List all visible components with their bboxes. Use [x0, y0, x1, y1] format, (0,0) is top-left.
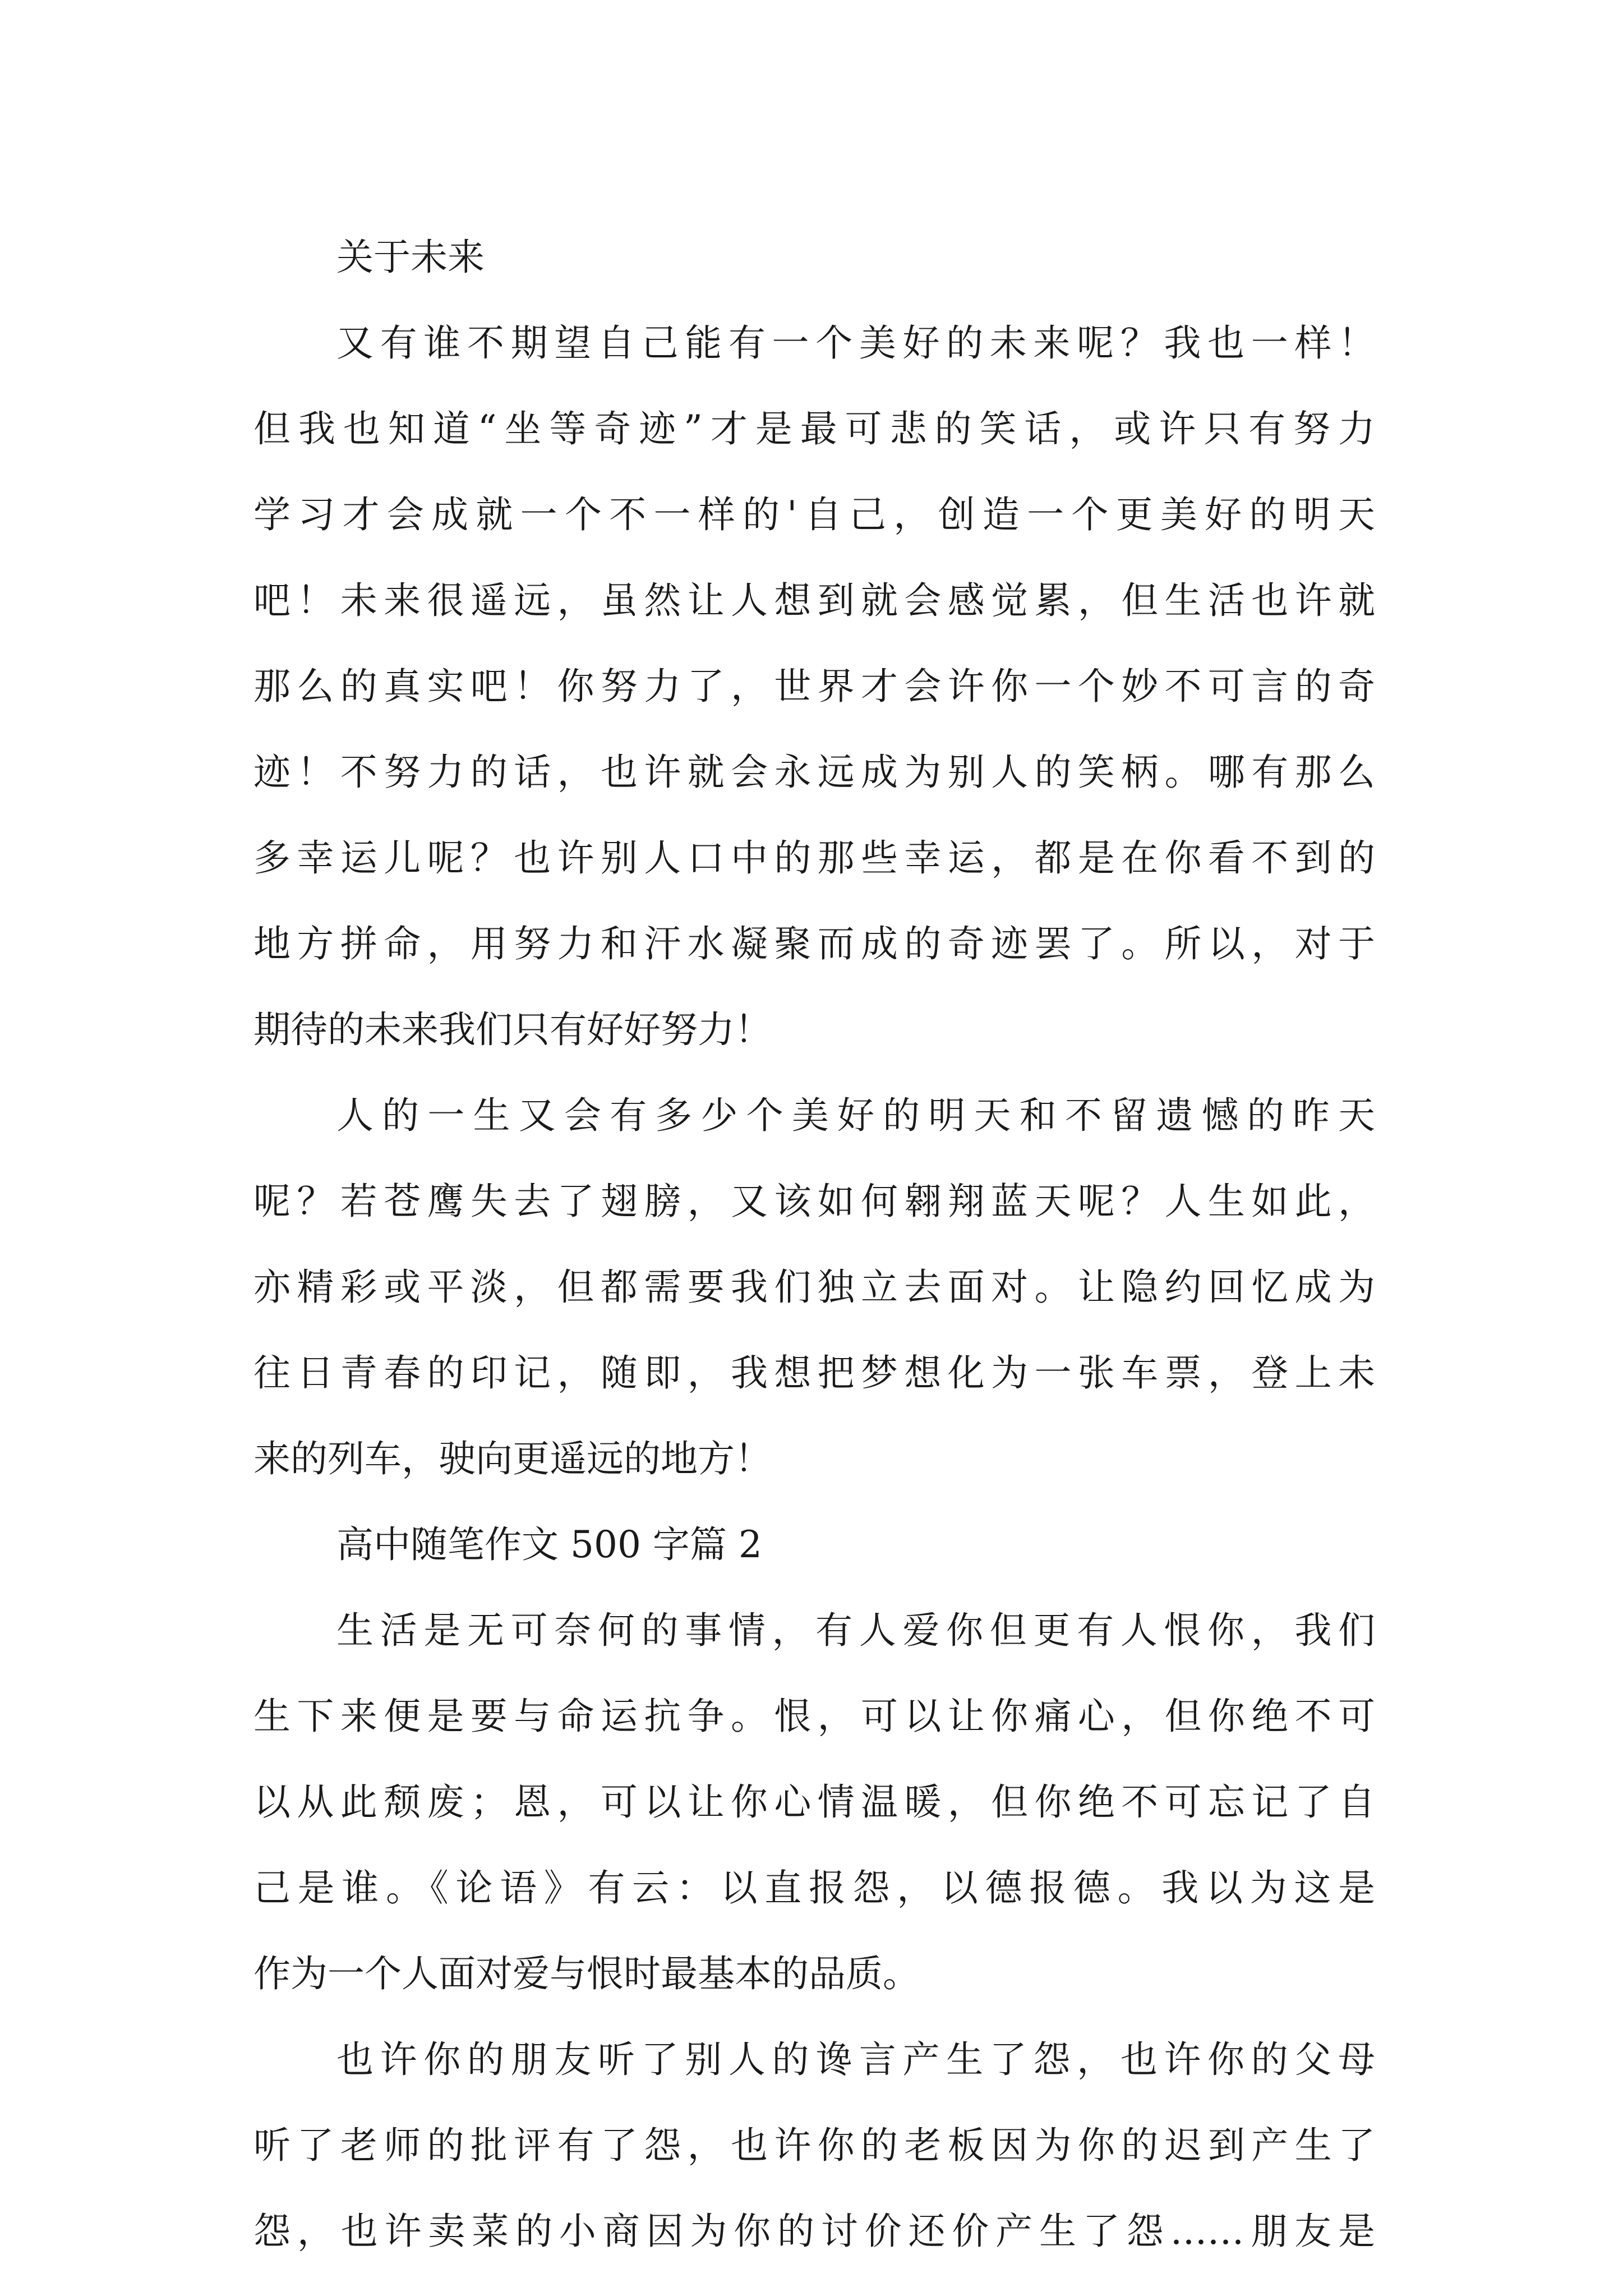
text-line: 高中随笔作文 500 字篇 2: [336, 1523, 762, 1566]
text-line: 己是谁。《论语》有云：以直报怨，以德报德。我以为这是: [253, 1866, 1375, 1910]
text-line: 也许你的朋友听了别人的谗言产生了怨，也许你的父母: [336, 2038, 1375, 2081]
text-line: 听了老师的批评有了怨，也许你的老板因为你的迟到产生了: [253, 2124, 1375, 2167]
document-body: [253, 214, 1375, 2274]
text-line: 又有谁不期望自己能有一个美好的未来呢？我也一样！: [336, 321, 1375, 365]
text-line: 呢？若苍鹰失去了翅膀，又该如何翱翔蓝天呢？人生如此，: [253, 1180, 1375, 1223]
text-line: 但我也知道“坐等奇迹”才是最可悲的笑话，或许只有努力: [253, 407, 1375, 450]
text-line: 那么的真实吧！你努力了，世界才会许你一个妙不可言的奇: [253, 665, 1375, 708]
text-line: 期待的未来我们只有好好努力！: [253, 1008, 772, 1051]
text-line: 往日青春的印记，随即，我想把梦想化为一张车票，登上未: [253, 1351, 1375, 1395]
text-line: 怨，也许卖菜的小商因为你的讨价还价产生了怨……朋友是: [253, 2210, 1375, 2253]
text-line: 人的一生又会有多少个美好的明天和不留遗憾的昨天: [336, 1094, 1375, 1137]
text-line: 作为一个人面对爱与恨时最基本的品质。: [253, 1952, 920, 1995]
text-line: 关于未来: [336, 236, 485, 279]
text-line: 亦精彩或平淡，但都需要我们独立去面对。让隐约回忆成为: [253, 1266, 1375, 1309]
text-line: 迹！不努力的话，也许就会永远成为别人的笑柄。哪有那么: [253, 751, 1375, 794]
text-line: 生活是无可奈何的事情，有人爱你但更有人恨你，我们: [336, 1609, 1375, 1652]
text-line: 以从此颓废；恩，可以让你心情温暖，但你绝不可忘记了自: [253, 1780, 1375, 1824]
text-line: 学习才会成就一个不一样的'自己，创造一个更美好的明天: [253, 493, 1375, 536]
text-line: 来的列车，驶向更遥远的地方！: [253, 1437, 772, 1480]
text-line: 地方拼命，用努力和汗水凝聚而成的奇迹罢了。所以，对于: [253, 922, 1375, 965]
text-line: 吧！未来很遥远，虽然让人想到就会感觉累，但生活也许就: [253, 579, 1375, 622]
text-line: 多幸运儿呢？也许别人口中的那些幸运，都是在你看不到的: [253, 836, 1375, 880]
text-line: 生下来便是要与命运抗争。恨，可以让你痛心，但你绝不可: [253, 1695, 1375, 1738]
